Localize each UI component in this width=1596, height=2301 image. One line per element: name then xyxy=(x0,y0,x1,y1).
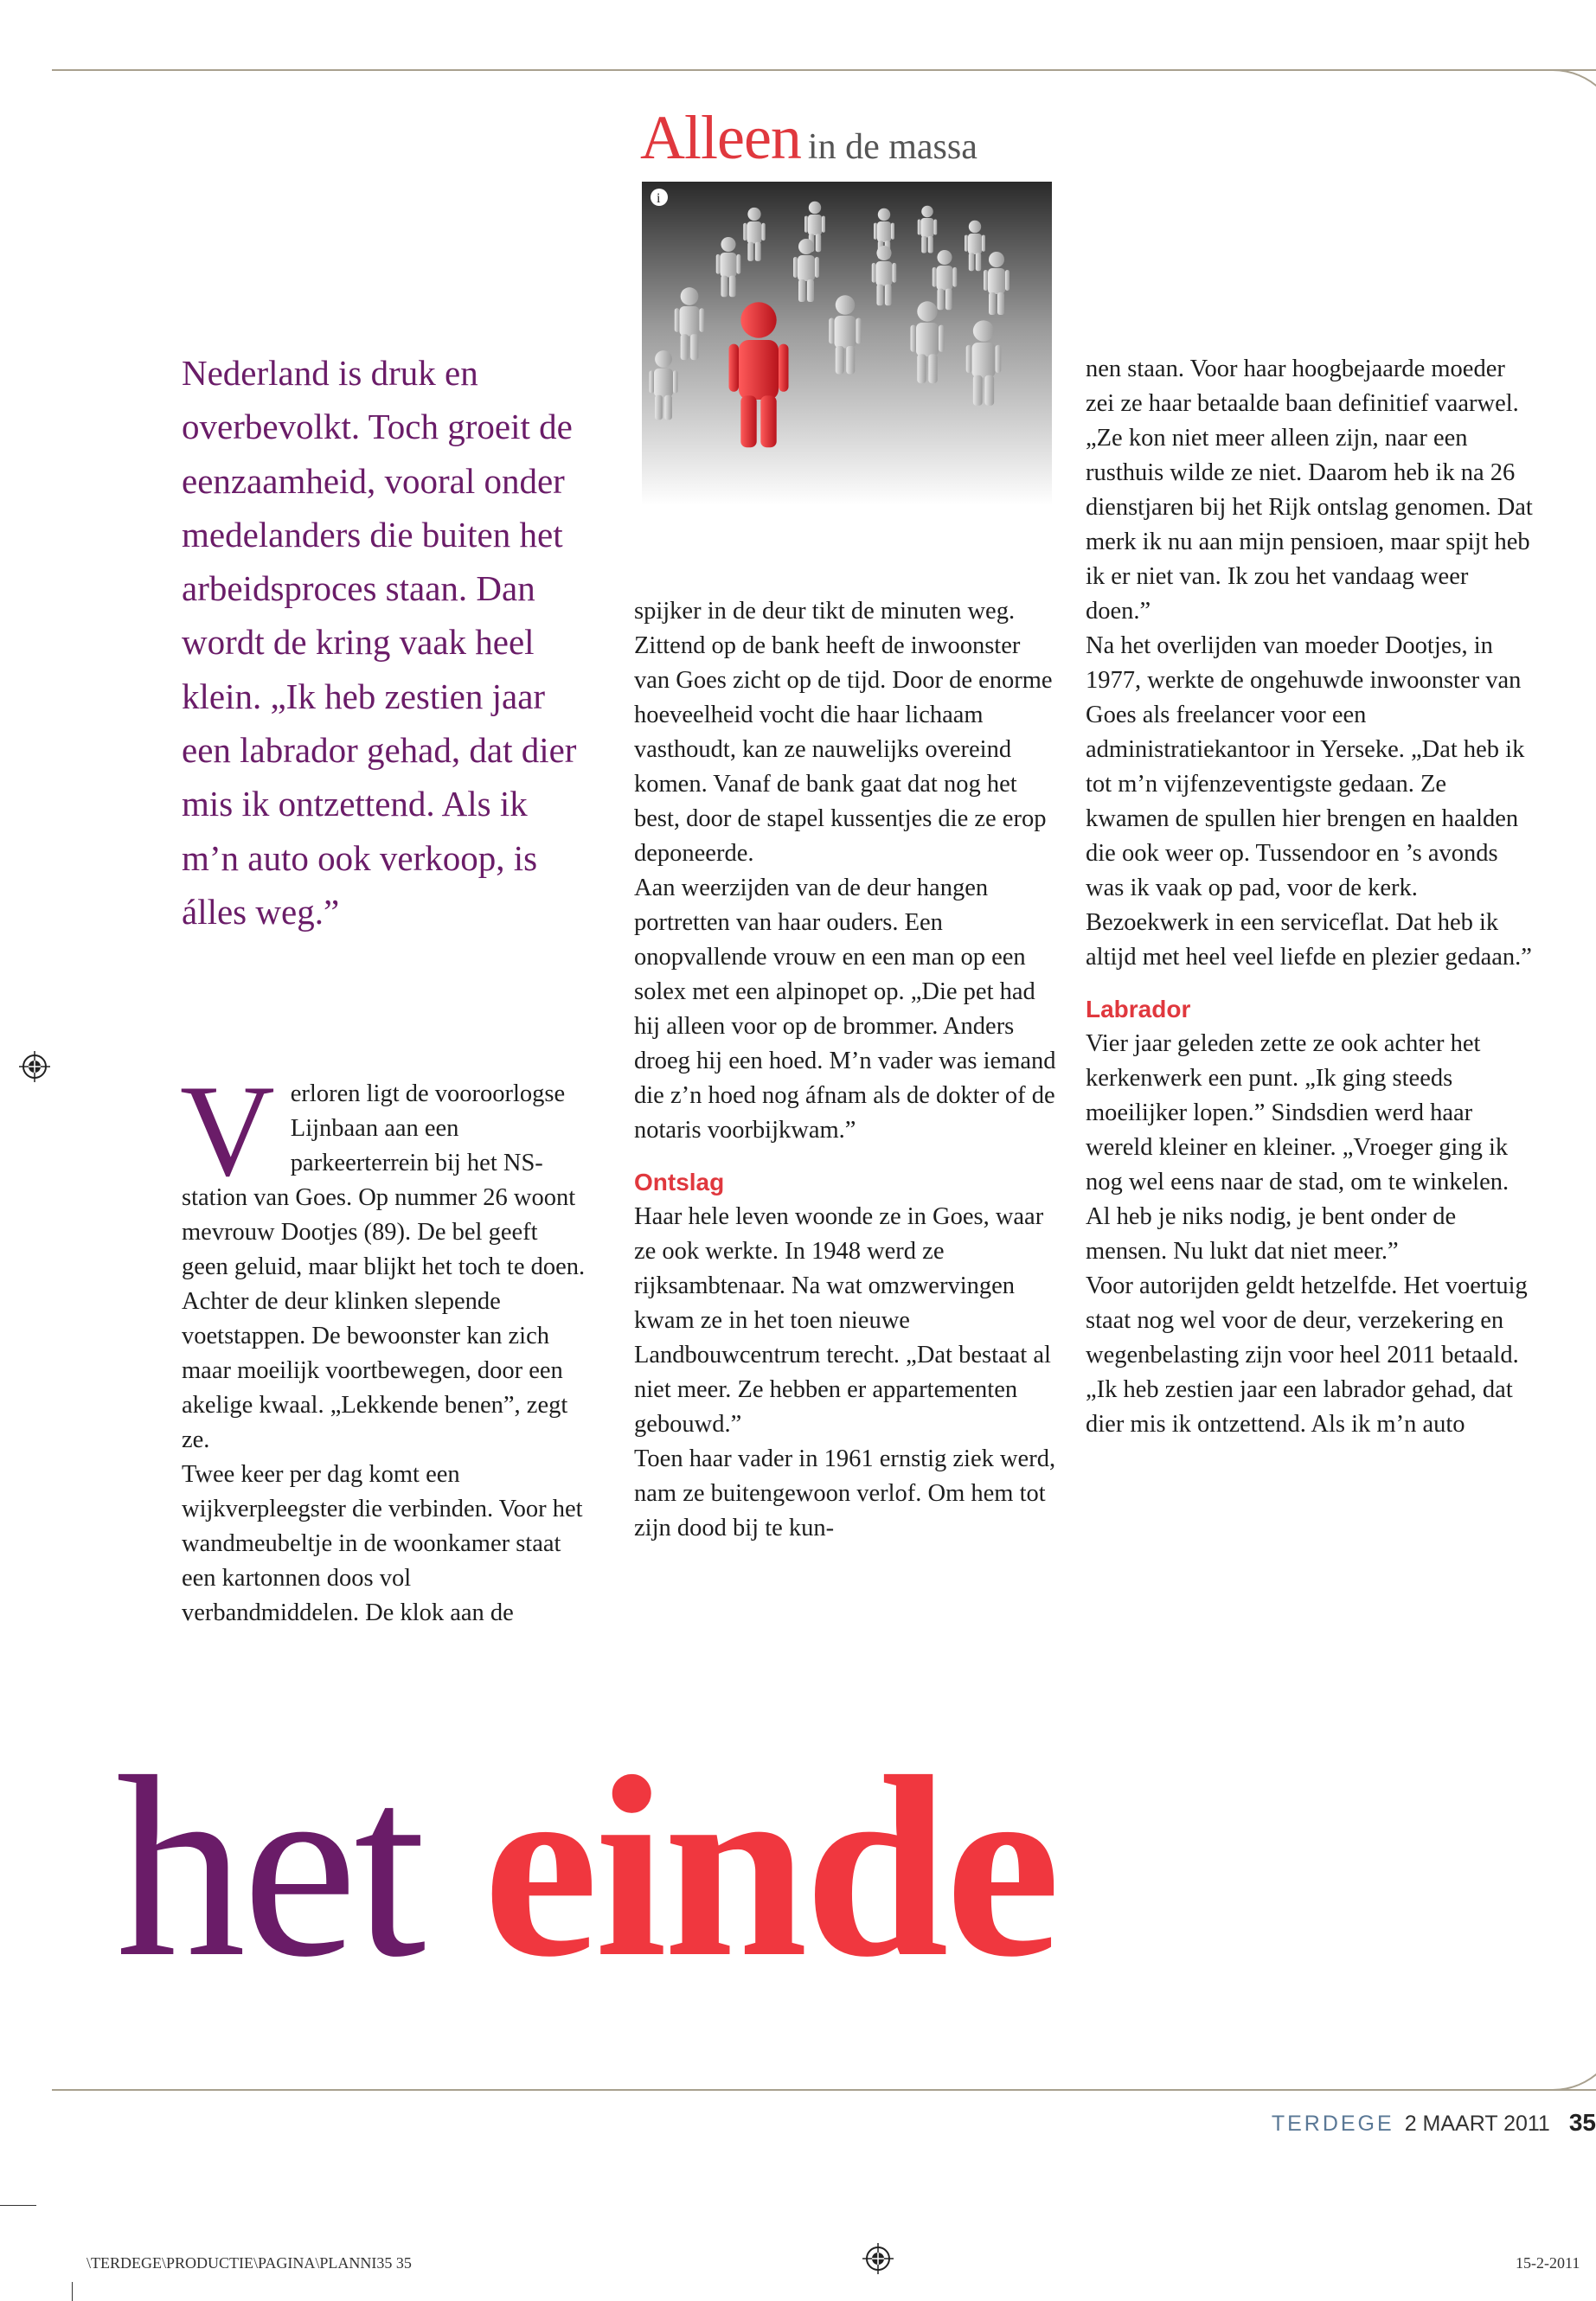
print-slug-date: 15-2-2011 xyxy=(1516,2254,1580,2272)
issue-date: 2 MAART 2011 xyxy=(1404,2112,1550,2136)
paragraph: Aan weerzijden van de deur hangen portretten van haar ouders. Een onopvallende vrouw en een man op een solex met een alpinopet op. „Die pet had hij alleen voor op de brommer. Anders droeg hij een hoed. M’n vader was iemand die z’n hoed nog áfnam als de dokter of de notaris voorbijkwam.” xyxy=(634,875,1056,1144)
paragraph: Vier jaar geleden zette ze ook achter het kerkenwerk een punt. „Ik ging steeds moeilijker lopen.” Sindsdien werd haar wereld kleiner en kleiner. „Vroeger ging ik nog wel eens naar de stad, om te winkelen. Al heb je niks nodig, je bent onder de mensen. Nu lukt dat niet meer.” xyxy=(1086,1030,1509,1265)
paragraph: Voor autorijden geldt hetzelfde. Het voertuig staat nog wel voor de deur, verzekering en wegenbelasting zijn voor heel 2011 betaald. „Ik heb zestien jaar een labrador gehad, dat dier mis ik ontzettend. Als ik m’n auto xyxy=(1086,1272,1528,1438)
article-title-word-2: einde xyxy=(483,1723,1057,2010)
top-trim-line xyxy=(52,69,1596,71)
article-title xyxy=(116,1723,1057,2010)
page-footer xyxy=(1272,2109,1596,2137)
bottom-trim-corner xyxy=(1551,2020,1596,2091)
article-column-2 xyxy=(634,594,1058,1546)
drop-cap: V xyxy=(180,1058,275,1203)
paragraph: erloren ligt de vooroorlogse Lijnbaan aan een parkeerterrein bij het NS-station van Goes. Op nummer 26 woont mevrouw Dootjes (89). De bel geeft geen geluid, maar blijkt het toch te doen. Achter de deur klinken slepende voetstappen. De bewoonster kan zich maar moeilijk voortbewegen, door een akelige kwaal. „Lekkende benen”, zegt ze. xyxy=(182,1080,586,1453)
section-heading-ontslag: Ontslag xyxy=(634,1169,725,1195)
page-number: 35 xyxy=(1568,2109,1596,2136)
series-logo xyxy=(640,102,977,174)
pull-quote: Nederland is druk en overbevolkt. Toch groeit de eenzaamheid, vooral onder medelanders die buiten het arbeidsproces staan. Dan wordt de kring vaak heel klein. „Ik heb zestien jaar een labrador gehad, dat dier mis ik ontzettend. Als ik m’n auto ook verkoop, is álles weg.” xyxy=(182,353,577,932)
registration-mark-icon xyxy=(862,2243,894,2274)
paragraph: spijker in de deur tikt de minuten weg. Zittend op de bank heeft de inwoonster van Goes zicht op de tijd. Door de enorme hoeveelheid vocht die haar lichaam vasthoudt, kan ze nauwelijks overeind komen. Vanaf de bank gaat dat nog het best, door de stapel kussentjes die ze erop deponeerde. xyxy=(634,598,1053,867)
article-title-word-1: het xyxy=(116,1723,423,2010)
paragraph: Twee keer per dag komt een wijkverpleegster die verbinden. Voor het wandmeubeltje in de woonkamer staat een kartonnen doos vol verbandmiddelen. De klok aan de xyxy=(182,1461,583,1626)
series-logo-title: Alleen xyxy=(640,103,801,172)
bottom-trim-line xyxy=(52,2089,1596,2091)
paragraph: nen staan. Voor haar hoogbejaarde moeder zei ze haar betaalde baan definitief vaarwel. „Ze kon niet meer alleen zijn, naar een rusthuis wilde ze niet. Daarom heb ik na 26 dienstjaren bij het Rijk ontslag genomen. Dat merk ik nu aan mijn pensioen, maar spijt heb ik er niet van. Ik zou het vandaag weer doen.” xyxy=(1086,356,1533,625)
section-heading-labrador: Labrador xyxy=(1086,996,1191,1022)
article-column-3 xyxy=(1086,352,1535,1442)
crop-mark-bottom xyxy=(72,2282,73,2301)
magazine-name: TERDEGE xyxy=(1271,2112,1394,2136)
crop-mark-left xyxy=(0,2205,36,2206)
paragraph: Toen haar vader in 1961 ernstig ziek werd, nam ze buitengewoon verlof. Om hem tot zijn dood bij te kun- xyxy=(634,1445,1056,1541)
registration-mark-icon xyxy=(19,1051,50,1082)
info-badge-letter: i xyxy=(657,191,661,206)
crowd-illustration xyxy=(642,182,1052,505)
article-column-1 xyxy=(180,1058,588,1631)
paragraph: Na het overlijden van moeder Dootjes, in 1977, werkte de ongehuwde inwoonster van Goes als freelancer voor een administratiekantoor in Yerseke. „Dat heb ik tot m’n vijfenzeventigste gedaan. Ze kwamen de spullen hier brengen en haalden die ook weer op. Tussendoor en ’s avonds was ik vaak op pad, voor de kerk. Bezoekwerk in een serviceflat. Dat heb ik altijd met heel veel liefde en plezier gedaan.” xyxy=(1086,632,1532,971)
top-trim-corner xyxy=(1551,69,1596,140)
paragraph: Haar hele leven woonde ze in Goes, waar ze ook werkte. In 1948 werd ze rijksambtenaar. Na wat omzwervingen kwam ze in het toen nieuwe Landbouwcentrum terecht. „Dat bestaat al niet meer. Ze hebben er appartementen gebouwd.” xyxy=(634,1203,1051,1438)
print-slug-path: \TERDEGE\PRODUCTIE\PAGINA\PLANNI35 35 xyxy=(87,2254,412,2272)
series-logo-subtitle: in de massa xyxy=(807,127,977,167)
